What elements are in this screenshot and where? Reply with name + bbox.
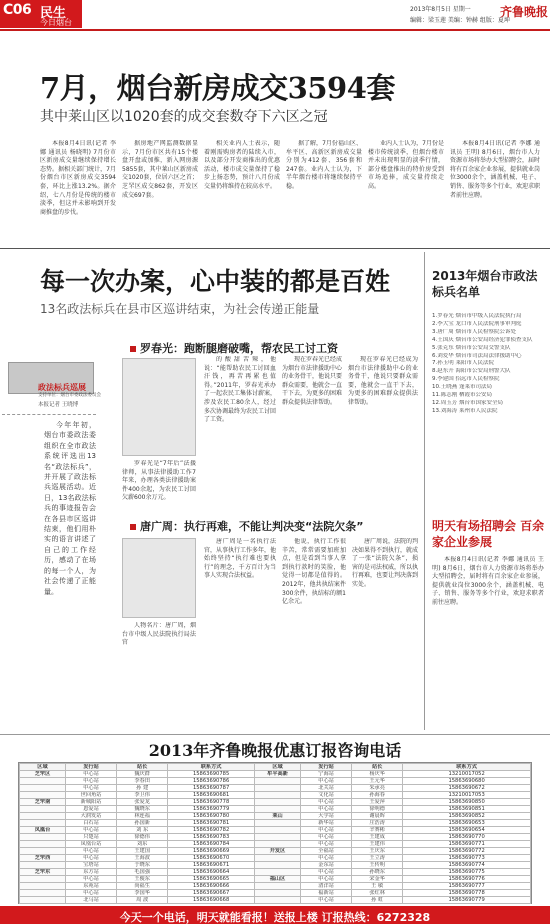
table-cell: 中心站 [65, 890, 116, 897]
table-cell [255, 869, 301, 876]
table-row [20, 806, 531, 813]
list-item: 2.李大宝 龙口市人民法院刑事审判庭 [432, 320, 522, 327]
table-cell: 凤凰台 [20, 827, 66, 834]
article1-col4: 据了解，7月份福山区、牟平区、高新区新房成交量分别为412套、356套和247套。业内人士认为，下半年烟台楼市将继续保持平稳。 [286, 140, 362, 190]
column-header: 站长 [352, 764, 403, 771]
sidebar-divider [424, 252, 425, 730]
table-cell [20, 820, 66, 827]
table-cell [255, 834, 301, 841]
sidebar-list [432, 313, 544, 416]
table-row [20, 855, 531, 862]
table-cell: 北马站 [65, 897, 116, 904]
table-cell: 于晓东 [117, 862, 168, 869]
table-row [20, 771, 531, 778]
table-cell: 15863690781 [168, 820, 255, 827]
table-cell: 王建伟 [352, 841, 403, 848]
subscription-table [18, 762, 532, 904]
table-cell: 孙国新 [117, 820, 168, 827]
article1-col3: 相关业内人士表示，随着刚需购房者的陆续入市，以及部分开发商推出的优惠活动，楼市成交量保持了稳步上扬态势，预计八月份成交量仍将维持在较高水平。 [204, 140, 280, 190]
portrait-photo-2 [122, 538, 196, 618]
table-cell [20, 883, 66, 890]
table-cell: 凤凰台站 [65, 841, 116, 848]
table-cell: 李国华 [117, 890, 168, 897]
list-item: 9.李建国 招远市人民检察院 [432, 376, 500, 383]
table-cell: 徐明德 [352, 806, 403, 813]
table-cell [255, 820, 301, 827]
table-cell: 白石站 [65, 820, 116, 827]
table-cell [255, 799, 301, 806]
table-cell [20, 792, 66, 799]
list-item: 5.张克东 烟台市公安局交警支队 [432, 344, 511, 351]
table-cell: 中心站 [301, 834, 352, 841]
table-cell [255, 855, 301, 862]
list-item: 8.赵东升 海阳市公安局刑警大队 [432, 368, 511, 375]
table-cell: 15863690772 [403, 848, 531, 855]
section2-caption: 人物名片：唐广周，烟台市中级人民法院执行局法官 [122, 622, 196, 647]
table-cell: 朱承亮 [352, 785, 403, 792]
table-cell: 北关站 [301, 785, 352, 792]
table-cell: 谢晨晖 [352, 813, 403, 820]
table-cell: 孙晓东 [352, 869, 403, 876]
column-header: 联系方式 [403, 764, 531, 771]
table-row [20, 792, 531, 799]
table-cell [255, 778, 301, 785]
section-name: 民生 [40, 6, 67, 21]
table-cell [255, 841, 301, 848]
list-item: 6.刘爱华 烟台市司法局法律援助中心 [432, 352, 522, 359]
table-cell: 宋金华 [352, 876, 403, 883]
section1-col4: 现在罗春光已经成为烟台市法律援助中心的业务骨干，他说只要群众需要，他就会一直干下去，为更多的困难群众提供法律帮助。 [348, 356, 418, 406]
list-item: 1.罗春光 烟台市中级人民法院执行局 [432, 313, 522, 319]
column-header: 联系方式 [168, 764, 255, 771]
column-header: 区域 [20, 764, 66, 771]
table-cell: 新城阳站 [65, 799, 116, 806]
table-cell [255, 897, 301, 904]
table-cell: 李春田 [117, 778, 168, 785]
table-row [20, 827, 531, 834]
table-cell: 王元华 [352, 778, 403, 785]
table-cell: 中心站 [65, 771, 116, 778]
table-cell: 15863690786 [168, 778, 255, 785]
table-cell: 15863690783 [168, 834, 255, 841]
table-cell: 15863690852 [403, 813, 531, 820]
table-cell: 孙 虹 [352, 897, 403, 904]
table-cell: 15863690770 [403, 834, 531, 841]
table-row [20, 883, 531, 890]
column-header: 发行站 [65, 764, 116, 771]
section2-col3: 唐广周说，法院的判决如果得不到执行，就成了一张“法院欠条”，损害的是司法权威，所以执行再难，也要让判决落到实处。 [352, 538, 418, 588]
table-cell: 15863690667 [168, 890, 255, 897]
table-row [20, 820, 531, 827]
table-cell: 芝罘东 [20, 869, 66, 876]
table-row [20, 813, 531, 820]
table-cell: 东苑站 [65, 883, 116, 890]
news-brief-title: 明天有场招聘会 百余家企业参展 [432, 519, 545, 549]
portrait-photo-1 [122, 358, 196, 456]
table-cell: 尚福生 [117, 883, 168, 890]
list-item: 4.王国庆 烟台市公安局经济犯罪侦查支队 [432, 336, 533, 343]
table-cell: 15863690782 [168, 827, 255, 834]
list-item: 10.王晓燕 蓬莱市司法局 [432, 384, 492, 391]
table-cell [20, 876, 66, 883]
table-cell: 15863690771 [403, 841, 531, 848]
table-cell: 刘 东 [117, 827, 168, 834]
table-cell: 中心站 [301, 806, 352, 813]
table-cell: 15863690672 [403, 785, 531, 792]
table-cell: 文化站 [301, 792, 352, 799]
table-cell: 清洋站 [301, 883, 352, 890]
reporter-byline: 本报记者 王晓博 [38, 402, 79, 408]
table-cell: 15863690681 [168, 792, 255, 799]
section1-col2: 的酸甜苦辣，他说：“能帮助农民工讨回血汗钱，再苦再累也值得。”2011年，罗春光承办了一起农民工集体讨薪案，涉及农民工80余人，经过多次协调最终为农民工讨回了工资。 [204, 356, 276, 424]
table-cell: 15863690851 [403, 806, 531, 813]
table-cell [20, 778, 66, 785]
table-cell [20, 848, 66, 855]
sidebar-title: 2013年烟台市政法标兵名单 [432, 269, 538, 299]
table-cell: 王庆东 [352, 848, 403, 855]
table-cell: 孙海春 [352, 792, 403, 799]
table-cell: 王海波 [117, 855, 168, 862]
table-cell: 15863690666 [168, 883, 255, 890]
table-cell [255, 883, 301, 890]
table-cell: 15863690654 [403, 827, 531, 834]
table-cell [20, 806, 66, 813]
table-cell [20, 785, 66, 792]
table-row [20, 869, 531, 876]
table-cell: 15863690850 [403, 799, 531, 806]
table-cell: 开发区 [255, 848, 301, 855]
table-cell: 中心站 [65, 855, 116, 862]
article1-title: 7月，烟台新房成交3594套 [40, 71, 395, 105]
table-cell: 中心站 [301, 841, 352, 848]
column-header: 站长 [117, 764, 168, 771]
table-row [20, 785, 531, 792]
table-row [20, 834, 531, 841]
list-item: 13.刘海涛 莱州市人民法院 [432, 407, 498, 414]
table-cell: 15863690774 [403, 862, 531, 869]
page-code: C06 [3, 2, 32, 18]
section2-heading: 唐广周：执行再难，不能让判决变“法院欠条” [130, 518, 363, 534]
article2-subtitle: 13名政法标兵在县市区巡讲结束，为社会传递正能量 [40, 302, 320, 316]
table-row [20, 897, 531, 904]
table-row [20, 841, 531, 848]
table-cell: 东方站 [65, 869, 116, 876]
table-cell: 孙 建 [117, 785, 168, 792]
table-cell: 宝塔站 [65, 862, 116, 869]
table-cell: 15863690775 [403, 869, 531, 876]
table-cell: 牟平高新 [255, 771, 301, 778]
table-cell: 大学站 [301, 813, 352, 820]
list-item: 3.唐广周 烟台市人民检察院公诉处 [432, 328, 516, 335]
subsection-name: 今日烟台 [40, 18, 72, 27]
table-cell: 李卫伟 [117, 792, 168, 799]
table-cell: 15863690779 [403, 897, 531, 904]
table-cell: 魏庆群 [117, 771, 168, 778]
table-cell: 张红林 [352, 890, 403, 897]
table-cell: 福山区 [255, 876, 301, 883]
table-cell: 王建国 [117, 848, 168, 855]
table-cell: 15863690669 [168, 848, 255, 855]
table-cell: 芝罘西 [20, 855, 66, 862]
table-cell: 张爱龙 [117, 799, 168, 806]
table-cell: 福新站 [301, 890, 352, 897]
table-cell: 15863690779 [168, 806, 255, 813]
section2-col1: 唐广周是一名执行法官，从事执行工作多年，他始终坚持“执行难也要执行”的理念，千方百计为当事人实现合法权益。 [204, 538, 276, 580]
dashed-divider [2, 414, 96, 415]
table-cell: 恩爱站 [65, 806, 116, 813]
section-divider [0, 248, 550, 249]
table-cell: 15863690778 [168, 799, 255, 806]
table-cell: 中心站 [301, 897, 352, 904]
list-item: 7.孙玉明 莱阳市人民法院 [432, 360, 494, 367]
table-cell: 中心站 [301, 876, 352, 883]
table-cell: 徐德伟 [117, 834, 168, 841]
editor-credits: 编辑：梁玉莲 美编：钟赫 组版：夏坤 [410, 17, 510, 24]
table-header-row [20, 764, 531, 771]
table-cell: 毛国强 [117, 869, 168, 876]
article1-col5: 业内人士认为，7月份是楼市传统淡季，但烟台楼市并未出现明显的淡季行情，部分楼盘推出的特价房受到市场追捧，成交量持续走高。 [368, 140, 444, 190]
table-cell: 莱山 [255, 813, 301, 820]
table-cell: 辛赛彬 [352, 827, 403, 834]
table-cell: 15863690787 [168, 785, 255, 792]
table-cell: 芝罘南 [20, 799, 66, 806]
table-cell [20, 890, 66, 897]
table-cell: 王建成 [352, 834, 403, 841]
table-cell: 13210017052 [403, 771, 531, 778]
newspaper-logo: 齐鲁晚报 [500, 5, 549, 19]
footer-hotline: 今天一个电话，明天就能看报！送报上楼 订报热线：6272328 [119, 911, 431, 924]
list-item: 11.陈志刚 栖霞市公安局 [432, 392, 492, 399]
table-cell: 13210017053 [403, 792, 531, 799]
article2-title: 每一次办案，心中装的都是百姓 [40, 267, 391, 296]
table-cell: 中心站 [65, 827, 116, 834]
table-cell: 中心站 [65, 848, 116, 855]
table-cell [20, 834, 66, 841]
column-emblem-title: 政法标兵巡展 [38, 383, 86, 392]
table-cell: 王俊东 [117, 876, 168, 883]
column-header: 发行站 [301, 764, 352, 771]
table-cell: 15863690785 [168, 771, 255, 778]
table-cell: 15863690776 [403, 876, 531, 883]
table-row [20, 890, 531, 897]
header-rule [0, 29, 550, 31]
section1-heading: 罗春光：跑断腿磨破嘴，帮农民工讨工资 [130, 340, 338, 356]
table-cell [255, 827, 301, 834]
table-cell: 15863690665 [168, 876, 255, 883]
table-cell: 15863690671 [168, 862, 255, 869]
table-row [20, 876, 531, 883]
table-cell: 魏晓东 [117, 806, 168, 813]
table-cell [20, 897, 66, 904]
table-cell: 新华站 [301, 820, 352, 827]
article1-col2: 据房地产网监测数据显示，7月份市区共有15个楼盘开盘或加推，新入网房源5855套，其中莱山区新房成交1020套，位居六区之首；芝罘区成交862套，开发区成交697套。 [122, 140, 198, 199]
table-cell: 15863690773 [403, 855, 531, 862]
table-cell: 中心站 [301, 869, 352, 876]
table-cell: 杨庆华 [352, 771, 403, 778]
article1-subtitle: 其中莱山区以1020套的成交套数夺下六区之冠 [40, 109, 328, 125]
issue-date: 2013年8月5日 星期一 [410, 6, 471, 13]
table-cell: 林连福 [117, 813, 168, 820]
table-cell: 中心站 [301, 827, 352, 834]
table-cell: 全福站 [301, 848, 352, 855]
table-cell: 15863690664 [168, 869, 255, 876]
table-cell: 中心站 [65, 778, 116, 785]
table-cell [255, 792, 301, 799]
subscription-title: 2013年齐鲁晚报优惠订报咨询电话 [148, 741, 402, 760]
table-cell: 只楚站 [65, 834, 116, 841]
table-cell: 大润发站 [65, 813, 116, 820]
table-cell: 王 敏 [352, 883, 403, 890]
table-cell: 15863690680 [403, 778, 531, 785]
table-cell: 15863690777 [403, 883, 531, 890]
table-cell: 15863690778 [403, 890, 531, 897]
table-cell: 15863690668 [168, 897, 255, 904]
column-emblem-sub: 支持单位：烟台市委政法委员会 [38, 393, 101, 398]
table-row [20, 848, 531, 855]
table-cell: 15863690784 [168, 841, 255, 848]
table-cell [255, 806, 301, 813]
table-cell: 宁海站 [301, 771, 352, 778]
table-cell: 王立涛 [352, 855, 403, 862]
table-cell: 周 波 [117, 897, 168, 904]
list-item: 12.周玉芳 烟台市国家安全局 [432, 399, 503, 406]
section1-col3: 现在罗春光已经成为烟台市法律援助中心的业务骨干，他说只要群众需要，他就会一直干下去，为更多的困难群众提供法律帮助。 [282, 356, 342, 406]
section2-col2: 他说，执行工作很辛苦，常常需要加班加点，但是看到当事人拿到执行款时的笑脸，他觉得一切都是值得的。2012年，他共执结案件300余件，执结标的额1亿余元。 [282, 538, 346, 606]
table-cell: 庄浩涛 [352, 820, 403, 827]
table-cell: 15863690780 [168, 813, 255, 820]
article2-intro: 今年年初，烟台市委政法委组织在全市政法系统评选出13名“政法标兵”，并开展了政法标兵巡展活动。近日，13名政法标兵的事迹报告会在各县市区巡讲结束，他们用朴实的语言讲述了自己的工作经历，感动了在场的每一个人，为社会传递了正能量。 [44, 421, 96, 596]
table-cell: 王传明 [352, 862, 403, 869]
table-cell: 中心站 [65, 876, 116, 883]
table-cell: 中心站 [301, 855, 352, 862]
table-row [20, 778, 531, 785]
table-cell: 中心站 [65, 785, 116, 792]
table-cell [20, 862, 66, 869]
table-cell [20, 813, 66, 820]
column-header: 区域 [255, 764, 301, 771]
table-row [20, 862, 531, 869]
table-cell: 15863690653 [403, 820, 531, 827]
table-cell: 中心站 [301, 799, 352, 806]
section1-col1: 罗春光是“7年后”法援律师，从事法律援助工作7年来，办理各类法律援助案件400余起，为农民工讨回欠薪600余万元。 [122, 460, 196, 502]
table-cell [255, 862, 301, 869]
table-cell: 金东站 [301, 862, 352, 869]
table-cell: 世回角站 [65, 792, 116, 799]
table-cell [255, 785, 301, 792]
table-cell [20, 841, 66, 848]
table-cell: 王爱萍 [352, 799, 403, 806]
table-cell: 芝罘区 [20, 771, 66, 778]
article1-col1: 本报8月4日讯(记者 李娜 通讯员 杨晓明) 7月份市区新房成交量继续保持增长态势。据相关部门统计，7月份烟台市区新房成交3594套，环比上涨13.2%。据介绍，七八月份是传统的楼市淡季，但这并未影响到开发商推盘的步伐。 [40, 140, 116, 216]
table-row [20, 799, 531, 806]
news-brief-body: 本报8月4日讯(记者 李娜 通讯员 王明) 8月6日，烟台市人力资源市场将举办大型招聘会，届时将有百余家企业参展，提供就业岗位3000余个，涵盖机械、电子、销售、服务等多个行业，欢迎求职者前往应聘。 [432, 556, 544, 606]
table-cell: 刘东 [117, 841, 168, 848]
table-cell: 中心站 [301, 778, 352, 785]
article1-col6: 本报8月4日讯(记者 李娜 通讯员 王明) 8月6日，烟台市人力资源市场将举办大型招聘会，届时将有百余家企业参展，提供就业岗位3000余个，涵盖机械、电子、销售、服务等多个行业，欢迎求职者前往应聘。 [450, 140, 540, 199]
table-cell [255, 890, 301, 897]
table-cell: 15863690670 [168, 855, 255, 862]
